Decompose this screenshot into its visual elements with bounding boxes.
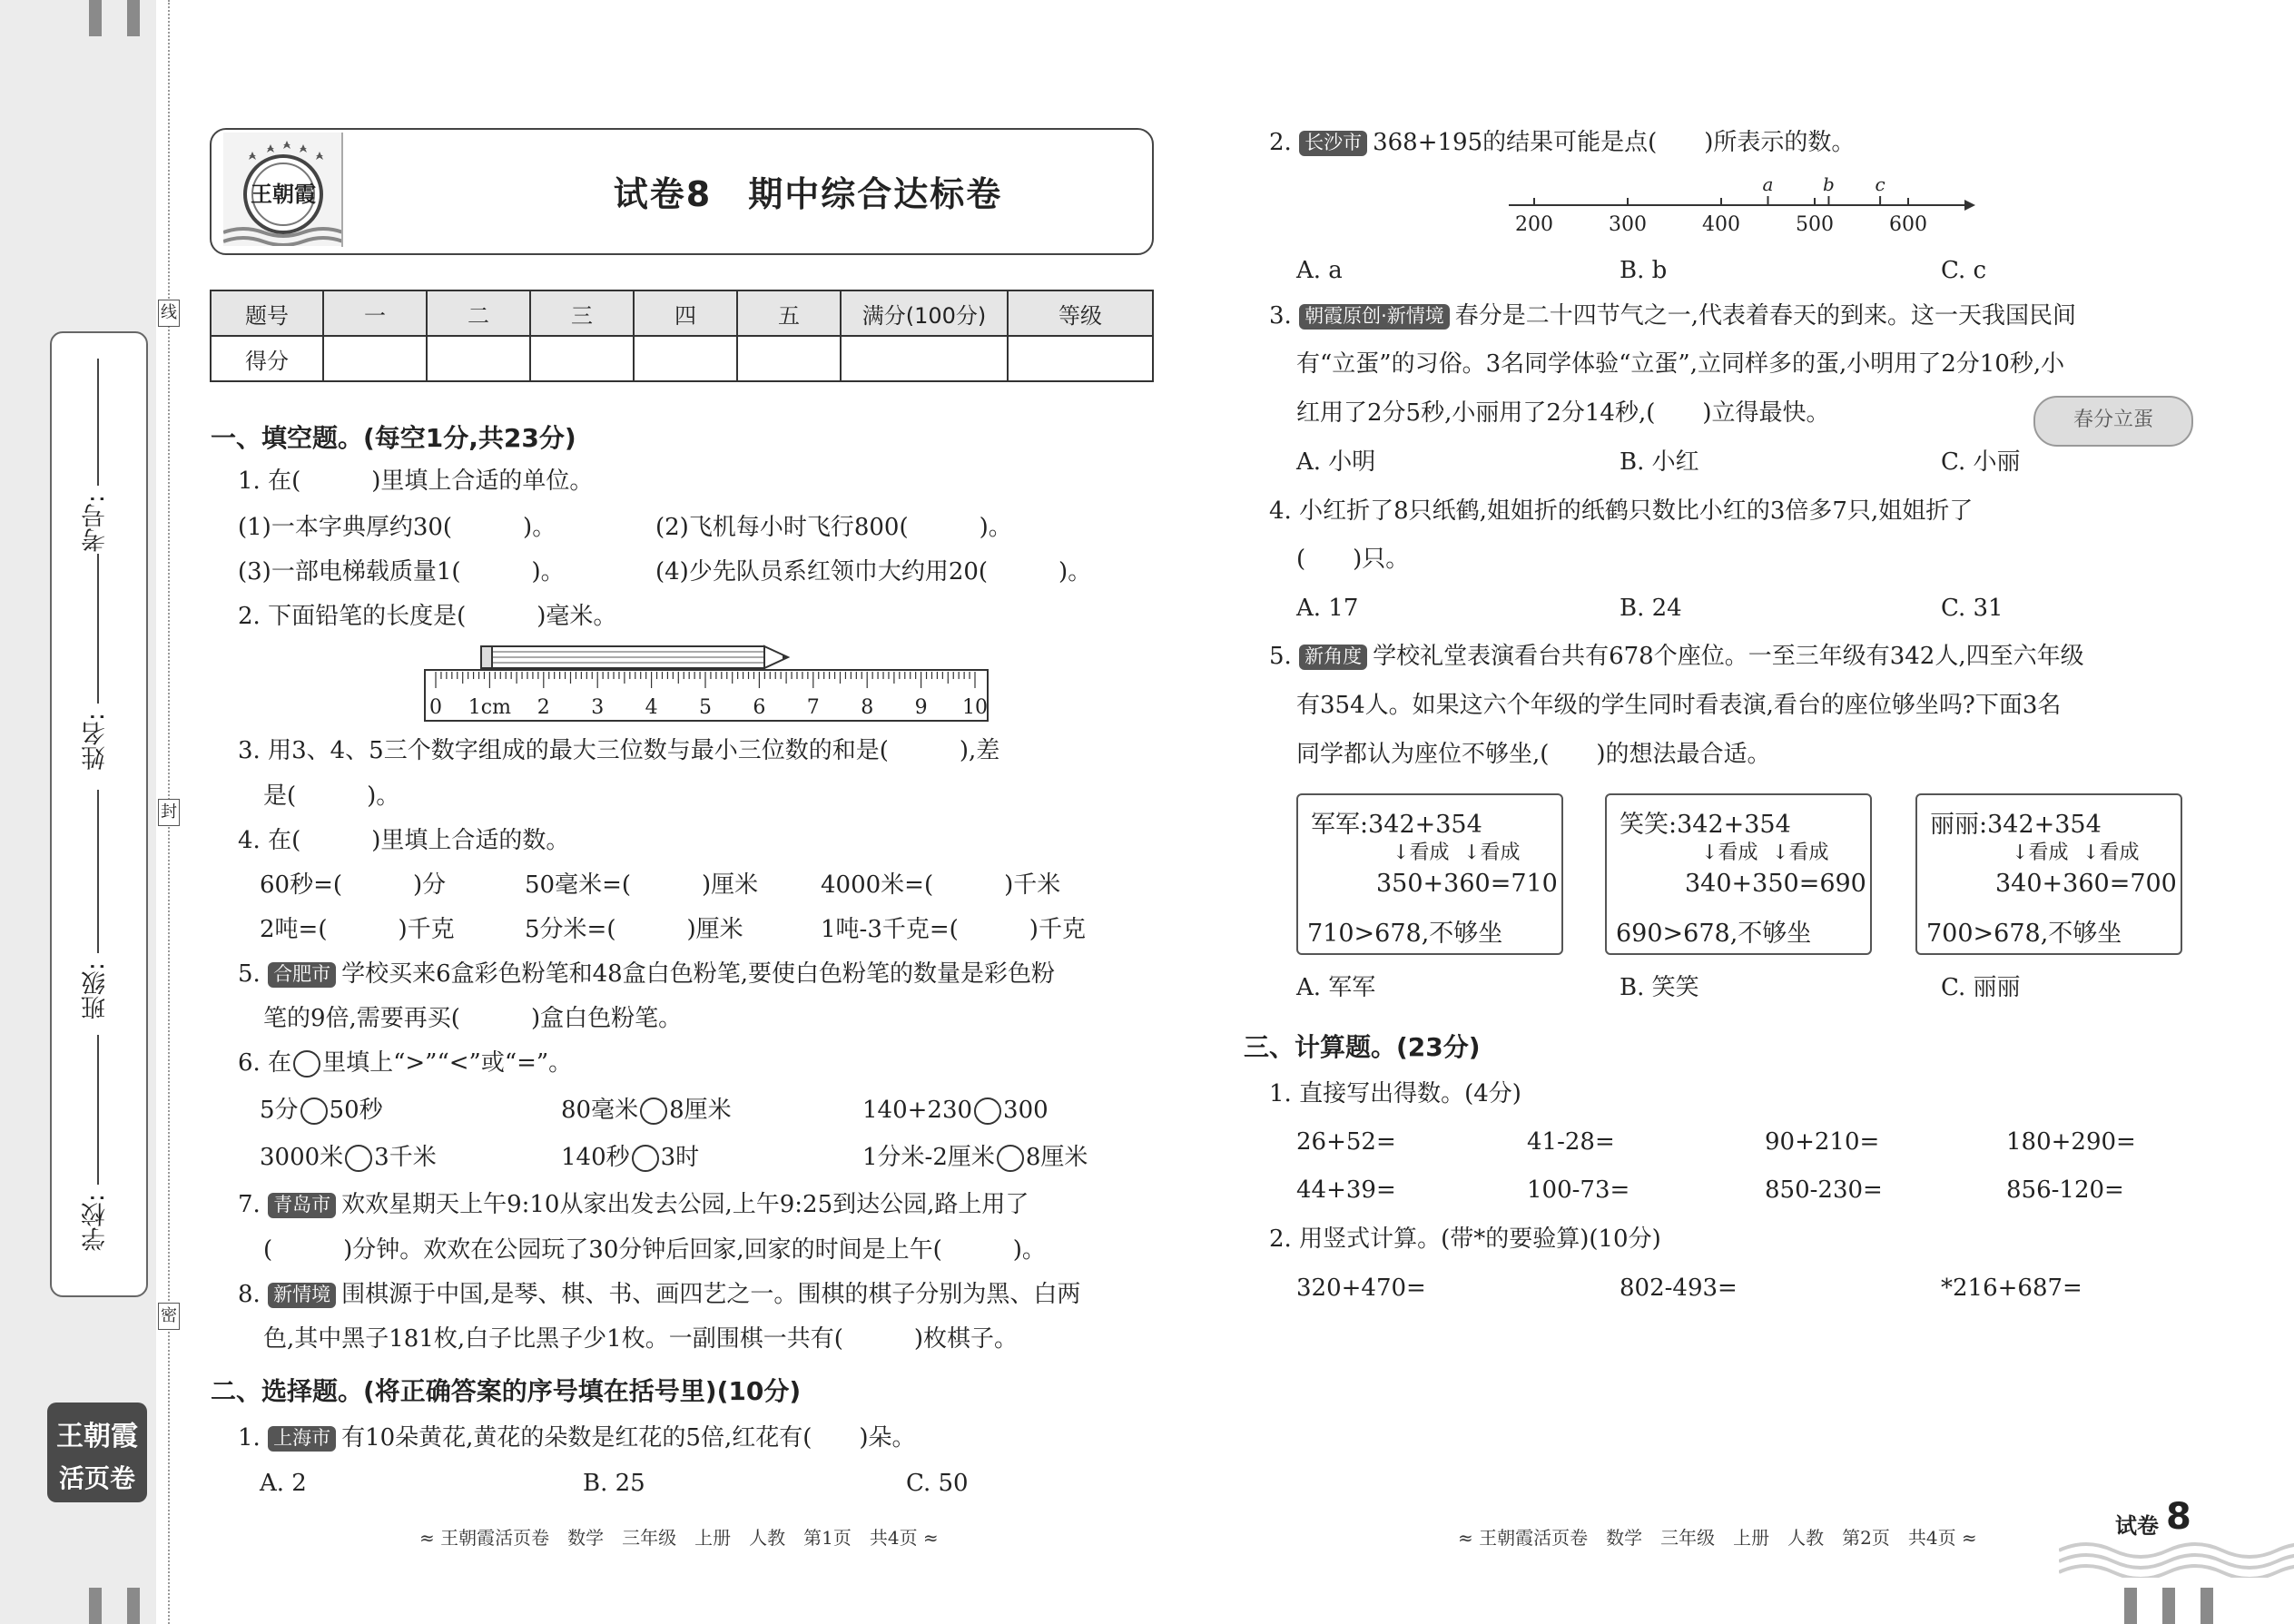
compare-circle[interactable] [974,1097,1001,1125]
question-text: 4000米=( )千米 [821,871,1061,899]
id-label: 考号: [82,495,110,553]
option[interactable]: C. 丽丽 [1941,974,2021,1001]
option[interactable]: A. 军军 [1296,974,1376,1001]
cut-mark: 密 [158,1303,180,1330]
ruler-label: 10 [962,696,988,719]
region-tag: 新情境 [268,1283,336,1307]
table-header-cell: 一 [323,290,427,336]
calc-item: 26+52= [1296,1128,1396,1156]
arrow-note: ↓看成 [1772,842,1829,864]
question-text: (4)少先队员系红领巾大约用20( )。 [655,558,1092,586]
table-header-cell: 三 [530,290,634,336]
region-tag: 上海市 [268,1426,336,1451]
score-cell[interactable] [323,336,427,381]
option[interactable]: B. 笑笑 [1620,974,1699,1001]
question-text: 1. 上海市 有10朵黄花,黄花的朵数是红花的5倍,红花有( )朵。 [238,1424,916,1452]
ruler-label: 7 [806,696,820,719]
compare-item: 140秒 3时 [561,1144,700,1171]
arrow-note: ↓看成 [2012,842,2069,864]
question-text: 6. 在 里填上“>”“<”或“=”。 [238,1049,573,1077]
number-line-label: 600 [1889,213,1927,236]
option[interactable]: A. 17 [1296,595,1359,622]
svg-text:王朝霞: 王朝霞 [251,181,316,207]
page-footer: ≈ 王朝霞活页卷 数学 三年级 上册 人教 第2页 共4页 ≈ [1458,1527,1977,1549]
question-text: 50毫米=( )厘米 [525,871,759,899]
table-header-cell: 二 [427,290,530,336]
question-text: 有“立蛋”的习俗。3名同学体验“立蛋”,立同样多的蛋,小明用了2分10秒,小 [1296,350,2065,378]
compare-item: 80毫米 8厘米 [561,1097,732,1124]
option[interactable]: B. 24 [1620,595,1682,622]
ruler-label: 4 [645,696,658,719]
binding-bar [127,1588,140,1624]
question-text: 是( )。 [263,782,400,810]
spring-egg-badge: 春分立蛋 [2033,396,2193,447]
number-line-label: 400 [1702,213,1740,236]
number-line-point-label: c [1875,174,1885,195]
section2-heading: 二、选择题。(将正确答案的序号填在括号里)(10分) [211,1376,802,1406]
name-underline [97,554,99,704]
question-text: 4. 在( )里填上合适的数。 [238,827,570,854]
region-tag: 朝霞原创·新情境 [1299,304,1450,329]
question-text: 2. 长沙市 368+195的结果可能是点( )所表示的数。 [1269,129,1856,156]
ruler-label: 1cm [468,696,511,719]
score-cell[interactable] [841,336,1008,381]
question-text: 有354人。如果这六个年级的学生同时看表演,看台的座位够坐吗?下面3名 [1296,692,2062,719]
binding-bar [89,0,102,36]
region-tag: 长沙市 [1299,131,1367,155]
score-table [210,290,1154,382]
calc-item: 41-28= [1527,1128,1615,1156]
binding-bar [2124,1588,2137,1624]
compare-item: 1分米-2厘米 8厘米 [862,1144,1088,1171]
calc-item: 850-230= [1765,1176,1883,1204]
calc-item: *216+687= [1941,1275,2082,1302]
question-text: (1)一本字典厚约30( )。 [238,514,556,541]
student-info-box [50,331,148,1297]
question-text: 3. 朝霞原创·新情境 春分是二十四节气之一,代表着春天的到来。这一天我国民间 [1269,302,2077,330]
score-cell[interactable] [1008,336,1153,381]
arrow-note: ↓看成 [1393,842,1450,864]
question-text: (3)一部电梯载质量1( )。 [238,558,565,586]
question-text: 1. 在( )里填上合适的单位。 [238,468,594,495]
compare-circle[interactable] [640,1097,667,1125]
region-tag: 新角度 [1299,645,1367,669]
question-text: ( )分钟。欢欢在公园玩了30分钟后回家,回家的时间是上午( )。 [263,1236,1046,1264]
question-text: 5分米=( )厘米 [525,916,743,943]
question-text: 5. 新角度 学校礼堂表演看台共有678个座位。一至三年级有342人,四至六年级 [1269,643,2084,670]
question-text: 5. 合肥市 学校买来6盒彩色粉笔和48盒白色粉笔,要使白色粉笔的数量是彩色粉 [238,960,1055,988]
question-text: 笔的9倍,需要再买( )盒白色粉笔。 [263,1005,683,1032]
header-divider [341,133,343,247]
score-cell[interactable] [737,336,841,381]
class-underline [97,790,99,953]
question-text: 色,其中黑子181枚,白子比黑子少1枚。一副围棋一共有( )枚棋子。 [263,1325,1018,1353]
score-cell[interactable] [530,336,634,381]
page-title: 试卷8 期中综合达标卷 [613,174,1003,214]
binding-bar [2200,1588,2213,1624]
table-header-cell: 四 [634,290,737,336]
option[interactable]: A. 小明 [1296,448,1376,476]
calc-item: 180+290= [2006,1128,2136,1156]
cut-mark: 封 [158,799,180,826]
question-text: 60秒=( )分 [260,871,447,899]
compare-circle[interactable] [300,1097,328,1125]
method-card: 军军:342+354 ↓看成 ↓看成 350+360=710 710>678,不够坐 [1296,793,1563,955]
region-tag: 青岛市 [268,1193,336,1217]
ruler-label: 8 [861,696,874,719]
arrow-note: ↓看成 [1701,842,1758,864]
compare-circle[interactable] [997,1145,1024,1172]
question-text: 3. 用3、4、5三个数字组成的最大三位数与最小三位数的和是( ),差 [238,737,1000,764]
method-card: 笑笑:342+354 ↓看成 ↓看成 340+350=690 690>678,不够坐 [1605,793,1872,955]
table-header-cell: 等级 [1008,290,1153,336]
calc-item: 856-120= [2006,1176,2124,1204]
question-text: 2. 下面铅笔的长度是( )毫米。 [238,603,617,630]
question-text: ( )只。 [1296,546,1410,573]
binding-bar [2162,1588,2175,1624]
compare-item: 5分 50秒 [260,1097,383,1124]
question-text: 4. 小红折了8只纸鹤,姐姐折的纸鹤只数比小红的3倍多7只,姐姐折了 [1269,497,1974,525]
score-cell[interactable] [634,336,737,381]
question-text: 8. 新情境 围棋源于中国,是琴、棋、书、画四艺之一。围棋的棋子分别为黑、白两 [238,1281,1081,1308]
cut-mark: 线 [158,300,180,327]
question-text: 2. 用竖式计算。(带*的要验算)(10分) [1269,1225,1661,1253]
option[interactable]: A. 2 [260,1470,307,1497]
binding-bar [89,1588,102,1624]
arrow-note: ↓看成 [2082,842,2140,864]
page-footer: ≈ 王朝霞活页卷 数学 三年级 上册 人教 第1页 共4页 ≈ [419,1527,939,1549]
number-line-point-label: b [1823,174,1835,195]
ruler-label: 9 [914,696,928,719]
score-cell[interactable] [427,336,530,381]
calc-item: 44+39= [1296,1176,1396,1204]
number-line [1507,174,1979,238]
question-text: 同学都认为座位不够坐,( )的想法最合适。 [1296,741,1771,768]
region-tag: 合肥市 [268,962,336,987]
ruler-label: 6 [753,696,766,719]
table-header-cell: 满分(100分) [841,290,1008,336]
question-text: 1吨-3千克=( )千克 [821,916,1086,943]
calc-item: 320+470= [1296,1275,1426,1302]
question-text: (2)飞机每小时飞行800( )。 [655,514,1012,541]
ruler-figure [423,641,995,732]
option[interactable]: B. 25 [583,1470,645,1497]
compare-item: 3000米 3千米 [260,1144,437,1171]
number-line-label: 200 [1515,213,1553,236]
arrow-note: ↓看成 [1463,842,1521,864]
option[interactable]: C. c [1941,257,1987,284]
binding-bar [127,0,140,36]
class-label: 班级: [82,962,110,1020]
id-underline [97,359,99,486]
table-header-cell: 题号 [211,290,323,336]
question-text: 1. 直接写出得数。(4分) [1269,1080,1521,1107]
table-row-label: 得分 [211,336,323,381]
compare-circle[interactable] [345,1145,372,1172]
seal-logo [223,133,343,246]
option[interactable]: B. b [1620,257,1668,284]
option[interactable]: C. 31 [1941,595,2004,622]
compare-item: 140+230 300 [862,1097,1049,1124]
name-label: 姓名: [82,713,110,771]
ruler-label: 5 [699,696,712,719]
calc-item: 90+210= [1765,1128,1880,1156]
option[interactable]: B. 小红 [1620,448,1699,476]
method-card: 丽丽:342+354 ↓看成 ↓看成 340+360=700 700>678,不够坐 [1915,793,2182,955]
paper-number: 8 [2166,1496,2191,1538]
paper-label: 试卷 [2115,1513,2159,1539]
ruler-label: 2 [537,696,550,719]
table-header-cell: 五 [737,290,841,336]
number-line-point-label: a [1762,174,1774,195]
compare-circle[interactable] [632,1145,659,1172]
ruler-label: 0 [429,696,442,719]
compare-circle [293,1050,320,1078]
option[interactable]: C. 50 [906,1470,969,1497]
section3-heading: 三、计算题。(23分) [1244,1032,1481,1062]
option[interactable]: C. 小丽 [1941,448,2021,476]
question-text: 7. 青岛市 欢欢星期天上午9:10从家出发去公园,上午9:25到达公园,路上用了 [238,1191,1029,1218]
question-text: 红用了2分5秒,小丽用了2分14秒,( )立得最快。 [1296,399,1830,427]
ruler-label: 3 [591,696,605,719]
question-text: 2吨=( )千克 [260,916,455,943]
brand-logo: 王朝霞 活页卷 [47,1403,147,1502]
calc-item: 100-73= [1527,1176,1630,1204]
school-label: 学校: [82,1194,110,1252]
number-line-label: 500 [1796,213,1834,236]
school-underline [97,1035,99,1185]
number-line-label: 300 [1609,213,1647,236]
calc-item: 802-493= [1620,1275,1738,1302]
section1-heading: 一、填空题。(每空1分,共23分) [211,423,576,453]
option[interactable]: A. a [1296,257,1343,284]
pencil-icon [481,646,788,668]
